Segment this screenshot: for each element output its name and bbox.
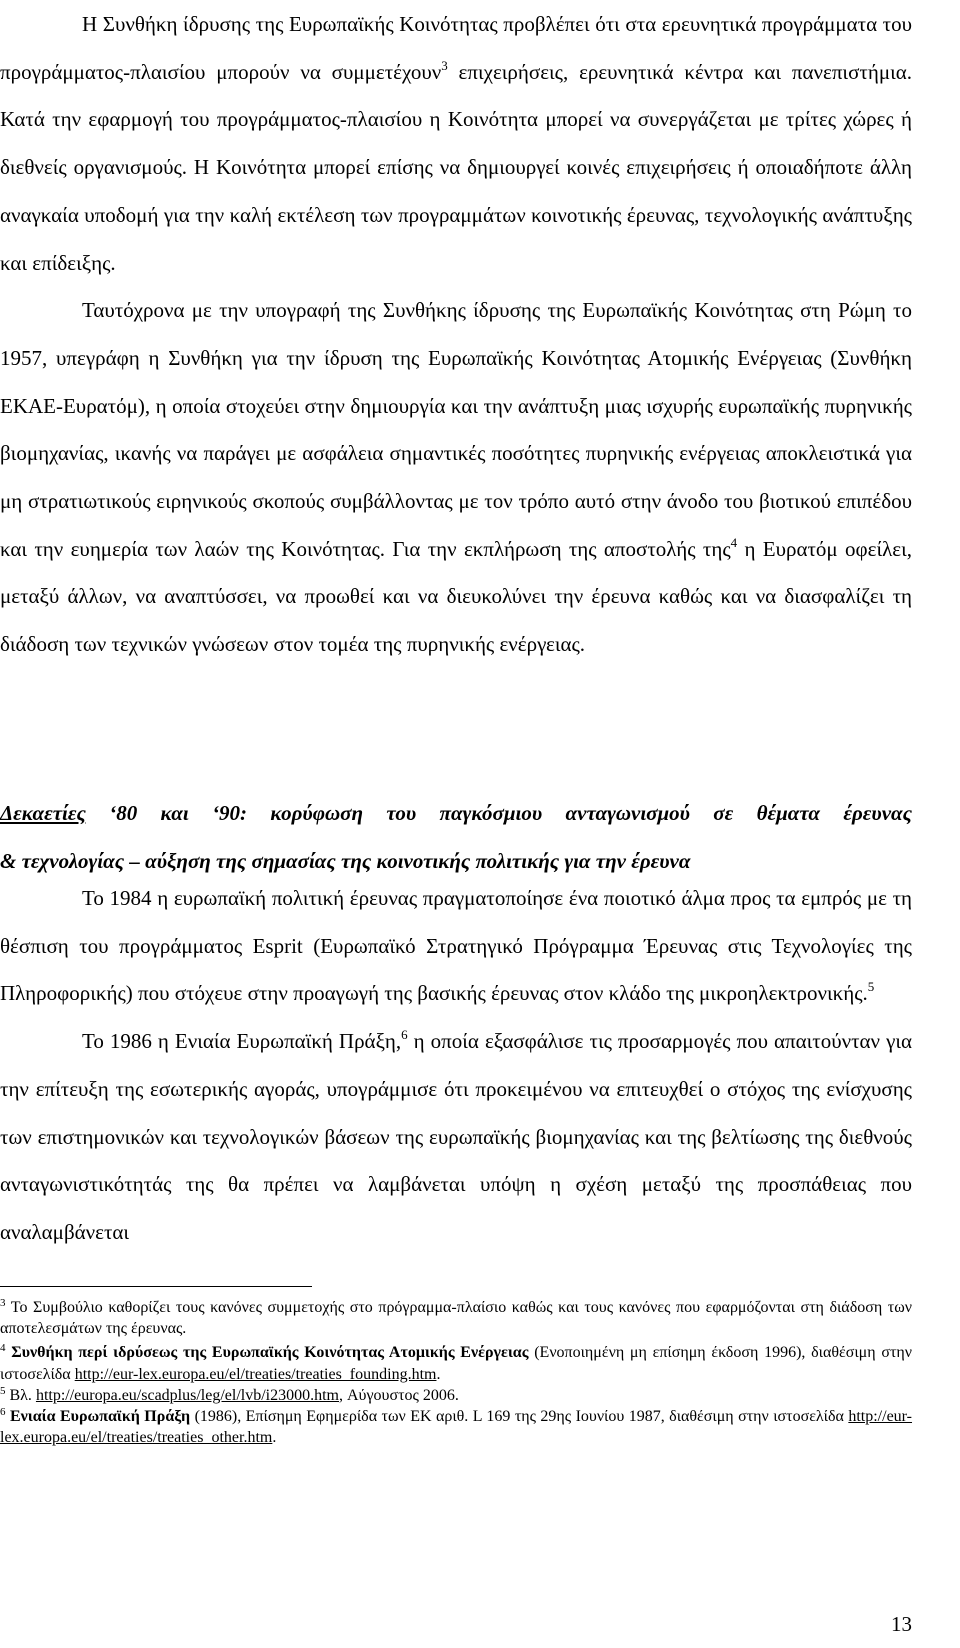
footnote-3-text: Το Συμβούλιο καθορίζει τους κανόνες συμμετοχής στο πρόγραμμα-πλαίσιο καθώς και τους κανόνες που εφαρμόζονται στη διάδοση των αποτελεσμάτων της έρευνας. bbox=[0, 1299, 912, 1338]
paragraph-2-text-a: Ταυτόχρονα με την υπογραφή της Συνθήκης ίδρυσης της Ευρωπαϊκής Κοινότητας στη Ρώμη το 1957, υπεγράφη η Συνθήκη για την ίδρυση της Ευρωπαϊκής Κοινότητας Ατομικής Ενέργειας (Συνθήκη ΕΚΑΕ-Ευρατόμ), η οποία στοχεύει στην δημιουργία και την ανάπτυξη μιας ισχυρής ευρωπαϊκής πυρηνικής βιομηχανίας, ικανής να παράγει με ασφάλεια σημαντικές ποσότητες πυρηνικής ενέργειας αποκλειστικά για μη στρατιωτικούς ειρηνικούς σκοπούς συμβάλλοντας με τον τρόπο αυτό στην άνοδο του βιοτικού επιπέδου και την ευημερία των λαών της Κοινότητας. Για την εκπλήρωση της αποστολής της bbox=[0, 298, 912, 561]
paragraph-4-text-b: η οποία εξασφάλισε τις προσαρμογές που απαιτούνταν για την επίτευξη της εσωτερικής αγοράς, υπογράμμισε ότι προκειμένου να επιτευχθεί ο στόχος της ενίσχυσης των επιστημονικών και τεχνολογικών βάσεων της ευρωπαϊκής βιομηχανίας και της βελτίωσης της διεθνούς ανταγωνιστικότητάς της θα πρέπει να λαμβάνεται υπόψη η σχέση μεταξύ της προσπάθειας που αναλαμβάνεται bbox=[0, 1029, 912, 1244]
paragraph-3 bbox=[0, 875, 912, 1018]
page-number: 13 bbox=[891, 1612, 912, 1636]
footnote-4-title: Συνθήκη περί ιδρύσεως της Ευρωπαϊκής Κοινότητας Ατομικής Ενέργειας bbox=[11, 1344, 529, 1362]
section-heading-line-1 bbox=[0, 790, 912, 838]
footnote-4-text-b: . bbox=[436, 1365, 441, 1383]
section-heading-underlined-word: Δεκαετίες bbox=[0, 801, 86, 825]
footnote-ref-3[interactable]: 3 bbox=[441, 57, 448, 73]
paragraph-4 bbox=[0, 1018, 912, 1257]
paragraph-2 bbox=[0, 287, 912, 669]
footnote-4-link[interactable]: http://eur-lex.europa.eu/el/treaties/treaties_founding.htm bbox=[74, 1365, 437, 1383]
section-heading-line-2: & τεχνολογίας – αύξηση της σημασίας της κοινοτικής πολιτικής για την έρευνα bbox=[0, 848, 691, 873]
footnote-6-link[interactable]: http://eur-lex.europa.eu/el/treaties/treaties_other.htm bbox=[0, 1408, 913, 1447]
footnote-5-text-b: , Αύγουστος 2006. bbox=[339, 1386, 459, 1404]
footnote-ref-6[interactable]: 6 bbox=[401, 1027, 408, 1043]
paragraph-1-text-a: Η Συνθήκη ίδρυσης της Ευρωπαϊκής Κοινότητας προβλέπει ότι στα ερευνητικά προγράμματα του προγράμματος-πλαισίου μπορούν να συμμετέχουν bbox=[0, 12, 912, 84]
footnote-6 bbox=[0, 1406, 912, 1448]
section-heading-line-1-rest: ‘80 και ‘90: κορύφωση του παγκόσμιου ανταγωνισμού σε θέματα έρευνας bbox=[85, 801, 912, 825]
paragraph-1-text-b: επιχειρήσεις, ερευνητικά κέντρα και πανεπιστήμια. Κατά την εφαρμογή του προγράμματος-πλαισίου η Κοινότητα μπορεί να συνεργάζεται με τρίτες χώρες ή διεθνείς οργανισμούς. Η Κοινότητα μπορεί επίσης να δημιουργεί κοινές επιχειρήσεις ή οποιαδήποτε άλλη αναγκαία υποδομή για την καλή εκτέλεση των προγραμμάτων κοινοτικής έρευνας, τεχνολογικής ανάπτυξης και επίδειξης. bbox=[0, 59, 912, 275]
footnote-4-text-a: (Ενοποιημένη μη επίσημη έκδοση 1996), διαθέσιμη στην ιστοσελίδα bbox=[0, 1344, 913, 1383]
footnote-ref-5[interactable]: 5 bbox=[867, 979, 875, 995]
paragraph-4-text-a: Το 1986 η Ενιαία Ευρωπαϊκή Πράξη, bbox=[82, 1029, 402, 1054]
footnote-3-number: 3 bbox=[0, 1297, 6, 1309]
footnote-6-text-a: (1986), Επίσημη Εφημερίδα των ΕΚ αριθ. L 169 της 29ης Ιουνίου 1987, διαθέσιμη στην ιστοσελίδα bbox=[190, 1408, 849, 1426]
footnote-6-text-b: . bbox=[272, 1429, 277, 1447]
body-text-bottom bbox=[0, 875, 912, 1257]
body-text-top bbox=[0, 1, 912, 669]
footnote-3 bbox=[0, 1297, 912, 1339]
footnote-6-title: Ενιαία Ευρωπαϊκή Πράξη bbox=[9, 1408, 191, 1426]
footnote-separator bbox=[0, 1286, 312, 1287]
paragraph-3-text: Το 1984 η ευρωπαϊκή πολιτική έρευνας πραγματοποίησε ένα ποιοτικό άλμα προς τα εμπρός με τη θέσπιση του προγράμματος Esprit (Ευρωπαϊκό Στρατηγικό Πρόγραμμα Έρευνας στις Τεχνολογίες της Πληροφορικής) που στόχευε στην προαγωγή της βασικής έρευνας στον κλάδο της μικροηλεκτρονικής. bbox=[0, 886, 912, 1006]
footnotes bbox=[0, 1297, 912, 1448]
footnote-4-number: 4 bbox=[0, 1342, 6, 1355]
paragraph-1 bbox=[0, 1, 912, 287]
footnote-5-text-a: Βλ. bbox=[5, 1386, 36, 1404]
footnote-4 bbox=[0, 1342, 912, 1384]
footnote-ref-4[interactable]: 4 bbox=[730, 534, 738, 550]
footnote-6-number: 6 bbox=[0, 1406, 6, 1419]
footnote-5-number: 5 bbox=[0, 1384, 6, 1397]
section-heading bbox=[0, 790, 912, 885]
paragraph-2-text-b: η Ευρατόμ οφείλει, μεταξύ άλλων, να αναπτύσσει, να προωθεί και να διευκολύνει την έρευνα καθώς και να διασφαλίζει τη διάδοση των τεχνικών γνώσεων στον τομέα της πυρηνικής ενέργειας. bbox=[0, 536, 912, 657]
footnote-5-link[interactable]: http://europa.eu/scadplus/leg/el/lvb/i23000.htm bbox=[35, 1386, 339, 1404]
footnote-5 bbox=[0, 1385, 912, 1406]
